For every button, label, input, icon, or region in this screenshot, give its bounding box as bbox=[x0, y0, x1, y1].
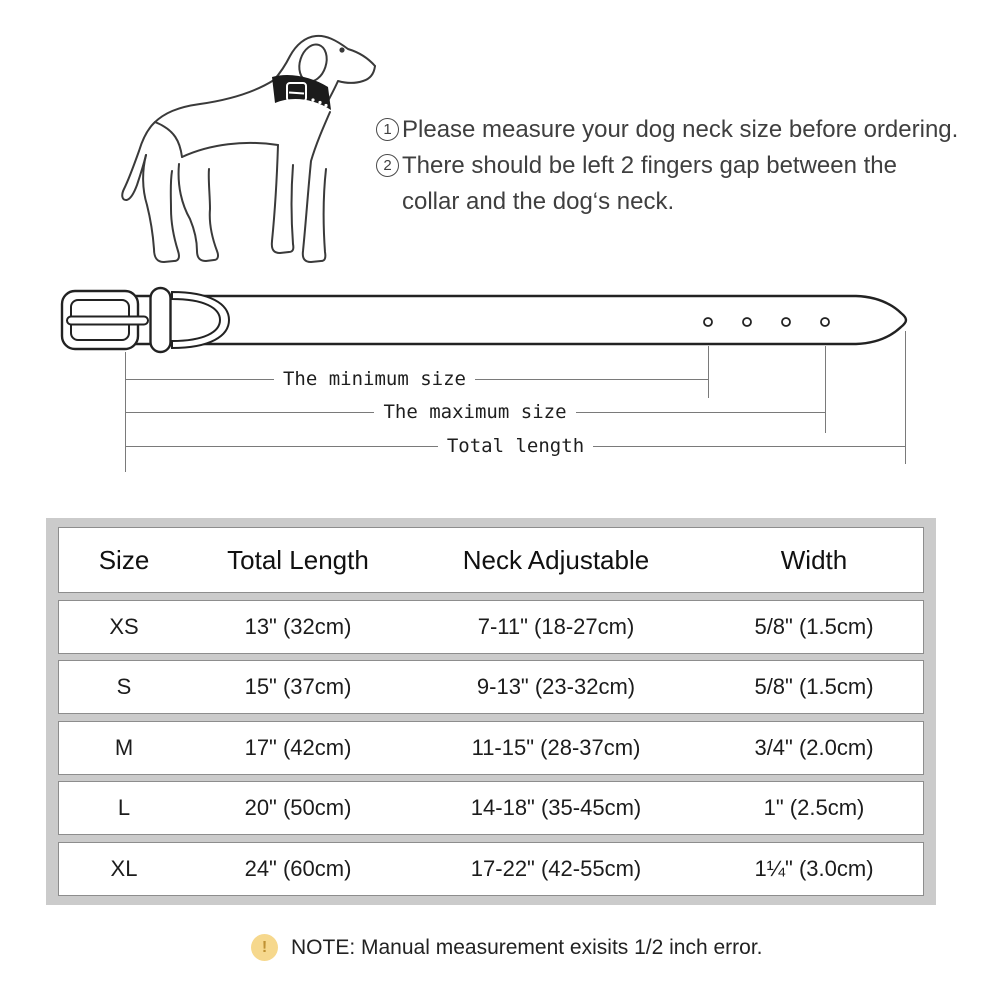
cell-size: XL bbox=[110, 855, 138, 881]
table-row-m bbox=[58, 721, 924, 775]
cell-neck-adjustable: 7-11" (18-27cm) bbox=[477, 613, 635, 639]
collar-diagram bbox=[0, 0, 1000, 370]
cell-size: M bbox=[114, 734, 134, 760]
table-row-s bbox=[58, 660, 924, 714]
note bbox=[251, 934, 763, 961]
cell-neck-adjustable: 11-15" (28-37cm) bbox=[471, 734, 641, 760]
total-length-label: Total length bbox=[446, 435, 585, 457]
cell-total-length: 13" (32cm) bbox=[244, 613, 352, 639]
header-size: Size bbox=[98, 544, 150, 575]
minimum-size-line bbox=[125, 368, 708, 390]
exclamation-icon: ! bbox=[251, 934, 278, 961]
instruction-text-2: There should be left 2 fingers gap between the collar and the dog‘s neck. bbox=[402, 152, 897, 215]
cell-width: 3/4" (2.0cm) bbox=[754, 734, 874, 760]
maximum-size-line bbox=[125, 401, 825, 423]
header-neck-adjustable: Neck Adjustable bbox=[462, 544, 650, 575]
table-row-xs bbox=[58, 600, 924, 654]
cell-size: S bbox=[116, 674, 132, 700]
cell-width: 5/8" (1.5cm) bbox=[754, 613, 874, 639]
header-total-length: Total Length bbox=[227, 544, 369, 575]
table-row-xl bbox=[58, 842, 924, 896]
cell-size: XS bbox=[109, 613, 139, 639]
collar-buckle-pin bbox=[67, 317, 148, 325]
circled-number-2-icon: 2 bbox=[376, 154, 399, 177]
circled-number-1-icon: 1 bbox=[376, 118, 399, 141]
header-width: Width bbox=[780, 544, 848, 575]
cell-neck-adjustable: 17-22" (42-55cm) bbox=[470, 855, 642, 881]
cell-width: 5/8" (1.5cm) bbox=[754, 674, 874, 700]
tick-last-hole bbox=[825, 346, 826, 433]
cell-width: 1" (2.5cm) bbox=[763, 795, 865, 821]
tick-first-hole bbox=[708, 346, 709, 398]
cell-total-length: 20" (50cm) bbox=[244, 795, 352, 821]
size-table bbox=[46, 518, 936, 905]
cell-neck-adjustable: 14-18" (35-45cm) bbox=[470, 795, 642, 821]
cell-neck-adjustable: 9-13" (23-32cm) bbox=[476, 674, 636, 700]
table-header-row bbox=[58, 527, 924, 593]
minimum-size-label: The minimum size bbox=[282, 368, 466, 390]
table-row-l bbox=[58, 781, 924, 835]
note-text: NOTE: Manual measurement exisits 1/2 inch error. bbox=[291, 935, 763, 959]
cell-total-length: 15" (37cm) bbox=[244, 674, 352, 700]
collar-keeper bbox=[151, 288, 171, 352]
cell-width: 1¼" (3.0cm) bbox=[754, 855, 874, 881]
cell-total-length: 17" (42cm) bbox=[244, 734, 352, 760]
cell-total-length: 24" (60cm) bbox=[244, 855, 352, 881]
instruction-text-1: Please measure your dog neck size before ordering. bbox=[402, 116, 959, 143]
maximum-size-label: The maximum size bbox=[383, 401, 567, 423]
cell-size: L bbox=[117, 795, 131, 821]
total-length-line bbox=[125, 435, 906, 457]
